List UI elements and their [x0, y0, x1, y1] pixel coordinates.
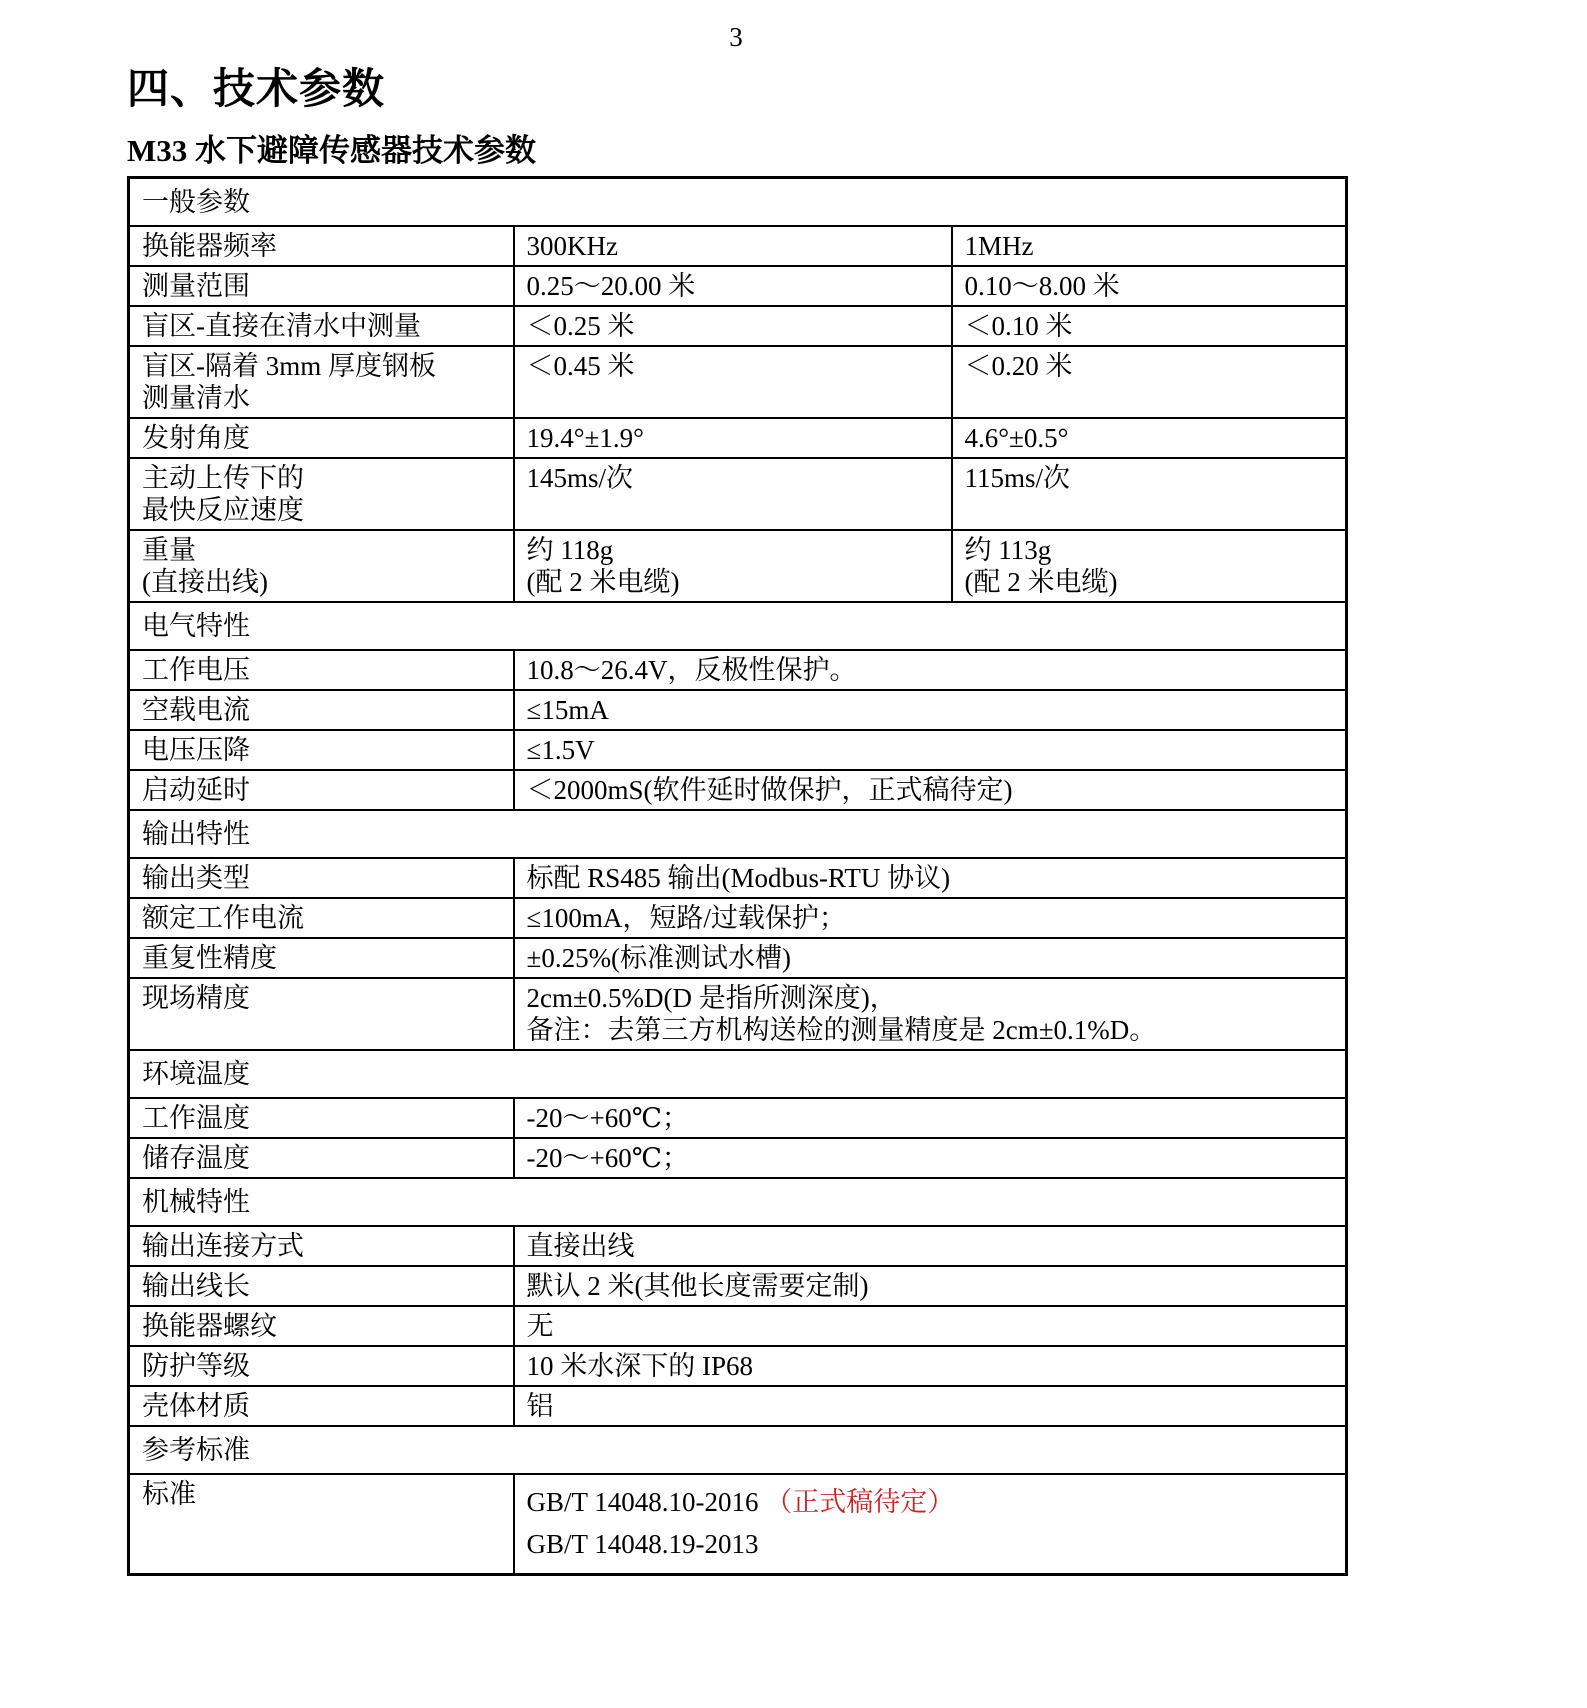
spec-value-cell: 0.10～8.00 米	[952, 266, 1347, 306]
spec-label-cell: 现场精度	[129, 978, 514, 1050]
spec-value-cell: 10 米水深下的 IP68	[514, 1346, 1347, 1386]
section-header-cell: 电气特性	[129, 602, 1347, 650]
table-row	[129, 266, 1347, 306]
spec-label-cell: 换能器螺纹	[129, 1306, 514, 1346]
table-row	[129, 810, 1347, 858]
spec-value-cell: 直接出线	[514, 1226, 1347, 1266]
table-row	[129, 306, 1347, 346]
spec-value-cell: ＜0.25 米	[514, 306, 952, 346]
section-header-cell: 机械特性	[129, 1178, 1347, 1226]
page-number: 3	[729, 22, 743, 52]
spec-label-cell: 重复性精度	[129, 938, 514, 978]
spec-label-cell: 壳体材质	[129, 1386, 514, 1426]
table-row	[129, 1306, 1347, 1346]
section-header-cell: 一般参数	[129, 178, 1347, 227]
spec-value-cell: 300KHz	[514, 226, 952, 266]
table-row	[129, 1098, 1347, 1138]
spec-value-cell: ±0.25%(标准测试水槽)	[514, 938, 1347, 978]
table-row	[129, 1386, 1347, 1426]
spec-value-cell: -20～+60℃；	[514, 1098, 1347, 1138]
spec-value-cell: 标配 RS485 输出(Modbus-RTU 协议)	[514, 858, 1347, 898]
spec-value-cell: ≤15mA	[514, 690, 1347, 730]
spec-value-cell: 默认 2 米(其他长度需要定制)	[514, 1266, 1347, 1306]
table-row	[129, 650, 1347, 690]
spec-label-cell: 防护等级	[129, 1346, 514, 1386]
table-row	[129, 858, 1347, 898]
document-page	[127, 0, 1345, 1576]
spec-label-cell: 空载电流	[129, 690, 514, 730]
section-heading: 四、技术参数	[127, 67, 386, 113]
table-row	[129, 1226, 1347, 1266]
table-row	[129, 1050, 1347, 1098]
spec-label-cell: 额定工作电流	[129, 898, 514, 938]
table-row	[129, 898, 1347, 938]
spec-value-cell: 约 113g (配 2 米电缆)	[952, 530, 1347, 602]
spec-table-body	[129, 178, 1347, 1575]
spec-value-cell: 145ms/次	[514, 458, 952, 530]
spec-label-cell: 输出线长	[129, 1266, 514, 1306]
spec-label-cell: 换能器频率	[129, 226, 514, 266]
spec-value-cell: ＜0.10 米	[952, 306, 1347, 346]
spec-value-cell: 4.6°±0.5°	[952, 418, 1347, 458]
spec-value-cell: ＜0.20 米	[952, 346, 1347, 418]
spec-label-cell: 输出连接方式	[129, 1226, 514, 1266]
spec-value-cell: 115ms/次	[952, 458, 1347, 530]
spec-value-cell: ＜0.45 米	[514, 346, 952, 418]
table-row	[129, 690, 1347, 730]
spec-value-cell: 1MHz	[952, 226, 1347, 266]
spec-value-cell: ＜2000mS(软件延时做保护，正式稿待定)	[514, 770, 1347, 810]
spec-label-cell: 储存温度	[129, 1138, 514, 1178]
standard-text: GB/T 14048.19-2013	[526, 1529, 759, 1559]
spec-label-cell: 输出类型	[129, 858, 514, 898]
table-row	[129, 770, 1347, 810]
spec-table	[127, 176, 1348, 1576]
table-row	[129, 1178, 1347, 1226]
spec-label-cell: 测量范围	[129, 266, 514, 306]
table-row	[129, 938, 1347, 978]
table-row	[129, 1426, 1347, 1474]
spec-label-cell: 发射角度	[129, 418, 514, 458]
spec-value-cell: 0.25～20.00 米	[514, 266, 952, 306]
table-row	[129, 1474, 1347, 1575]
table-row	[129, 730, 1347, 770]
table-row	[129, 178, 1347, 227]
spec-label-cell: 主动上传下的 最快反应速度	[129, 458, 514, 530]
table-row	[129, 458, 1347, 530]
section-header-cell: 输出特性	[129, 810, 1347, 858]
spec-value-cell: 2cm±0.5%D(D 是指所测深度)， 备注：去第三方机构送检的测量精度是 2cm±0.1%D。	[514, 978, 1347, 1050]
spec-value-cell: 无	[514, 1306, 1347, 1346]
table-row	[129, 346, 1347, 418]
table-row	[129, 1138, 1347, 1178]
spec-value-cell: 19.4°±1.9°	[514, 418, 952, 458]
spec-label-cell: 工作温度	[129, 1098, 514, 1138]
spec-label-cell: 重量 (直接出线)	[129, 530, 514, 602]
table-row	[129, 418, 1347, 458]
spec-label-cell: 标准	[129, 1474, 514, 1575]
table-row	[129, 226, 1347, 266]
spec-label-cell: 启动延时	[129, 770, 514, 810]
table-row	[129, 978, 1347, 1050]
spec-value-cell: ≤1.5V	[514, 730, 1347, 770]
spec-label-cell: 工作电压	[129, 650, 514, 690]
spec-value-cell: 10.8～26.4V，反极性保护。	[514, 650, 1347, 690]
table-row	[129, 1266, 1347, 1306]
spec-value-cell: 铝	[514, 1386, 1347, 1426]
spec-value-cell	[514, 1474, 1347, 1575]
spec-label-cell: 盲区-隔着 3mm 厚度钢板 测量清水	[129, 346, 514, 418]
section-header-cell: 环境温度	[129, 1050, 1347, 1098]
table-row	[129, 530, 1347, 602]
standard-text: GB/T 14048.10-2016	[526, 1487, 766, 1517]
spec-value-cell: ≤100mA，短路/过载保护；	[514, 898, 1347, 938]
section-header-cell: 参考标准	[129, 1426, 1347, 1474]
spec-value-cell: 约 118g (配 2 米电缆)	[514, 530, 952, 602]
spec-label-cell: 电压压降	[129, 730, 514, 770]
draft-pending-note: （正式稿待定）	[765, 1487, 955, 1517]
spec-label-cell: 盲区-直接在清水中测量	[129, 306, 514, 346]
spec-value-cell: -20～+60℃；	[514, 1138, 1347, 1178]
table-row	[129, 1346, 1347, 1386]
table-title: M33 水下避障传感器技术参数	[127, 133, 537, 168]
table-row	[129, 602, 1347, 650]
